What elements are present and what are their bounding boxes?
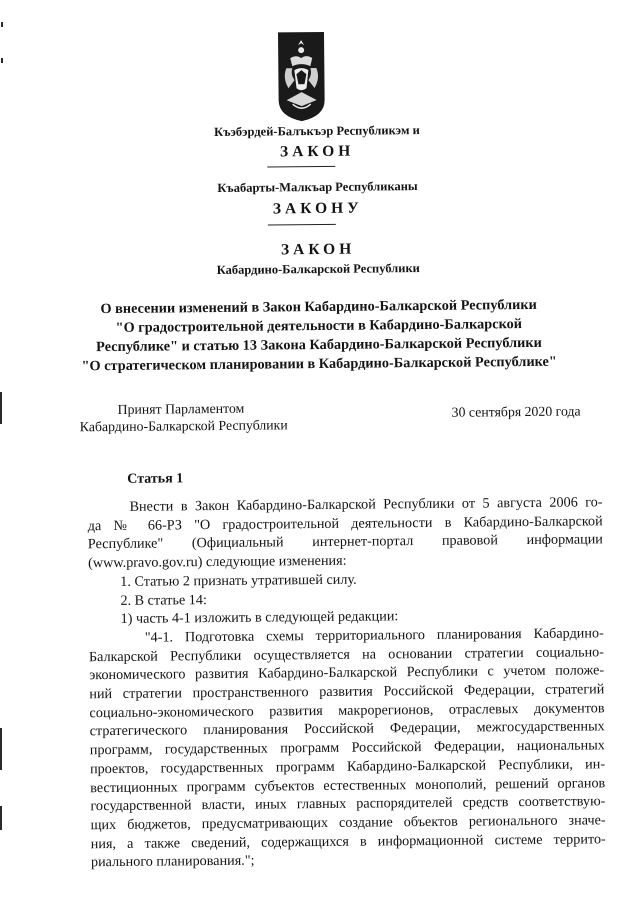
body-line: щих бюджетов, предусматривающих создание объектов регионального значе- (90, 812, 606, 834)
body-line: программ, государственных программ Российской Федерации, национальных (89, 737, 605, 759)
scan-mark (1, 22, 3, 27)
body-line: вестиционных программ субъектов естественных монополий, решений органов (90, 774, 606, 796)
body-line: риального планирования."; (90, 853, 255, 871)
kabardian-law-heading: ЗАКОН (279, 142, 355, 161)
coat-of-arms-emblem (276, 30, 327, 122)
body-line: 1) часть 4-1 изложить в следующей редакции: (120, 608, 399, 628)
scan-mark (0, 728, 2, 770)
adopted-by-parliament: Кабардино-Балкарской Республики (79, 417, 288, 435)
body-line: (www.pravo.gov.ru) следующие изменения: (88, 552, 347, 572)
scan-mark (0, 392, 2, 424)
article-heading: Статья 1 (127, 471, 184, 487)
russian-law-heading: ЗАКОН (280, 240, 356, 259)
balkar-republic-heading: Къабарты-Малкъар Республиканы (217, 179, 418, 195)
body-line: да № 66-РЗ "О градостроительной деятельности в Кабардино-Балкарской (87, 512, 603, 534)
body-line: Внести в Закон Кабардино-Балкарской Республики от 5 августа 2006 го- (129, 494, 603, 515)
divider-line (268, 224, 336, 226)
law-title-line: "О градостроительной деятельности в Кабардино-Балкарской (115, 316, 523, 336)
adoption-date: 30 сентября 2020 года (451, 403, 581, 420)
law-title-line: "О стратегическом планировании в Кабардино-Балкарской Республике" (81, 353, 557, 375)
body-line: 1. Статью 2 признать утратившей силу. (120, 571, 357, 590)
adopted-by-line: Принят Парламентом (117, 400, 245, 417)
russian-republic-heading: Кабардино-Балкарской Республики (216, 261, 420, 277)
law-title-line: О внесении изменений в Закон Кабардино-Балкарской Республики (100, 296, 537, 318)
scan-mark (0, 806, 2, 830)
law-title-line: Республике" и статью 13 Закона Кабардино-Балкарской Республики (96, 334, 542, 356)
body-line: социально-экономического развития макрорегионов, отраслевых документов (89, 700, 605, 721)
divider-line (267, 166, 335, 168)
body-line: ний стратегии пространственного развития Российской Федерации, стратегий (89, 681, 605, 703)
balkar-law-heading: ЗАКОНУ (272, 199, 363, 218)
body-line: Балкарской Республики осуществляется на основании стратегии социально- (88, 643, 605, 665)
body-line: экономического развития Кабардино-Балкарской Республики с учетом положе- (89, 662, 605, 684)
body-line: проектов, государственных программ Кабардино-Балкарской Республики, ин- (89, 756, 606, 778)
kabardian-republic-heading: Къэбэрдей-Балъкъэр Республикэм и (214, 123, 420, 140)
body-line: государственной власти, иных главных распорядителей средств соответствую- (90, 793, 606, 815)
scan-mark (1, 58, 3, 63)
body-line: Республике" (Официальный интернет-портал правовой информации (87, 531, 603, 553)
body-line: ния, а также сведений, содержащихся в информационной системе террито- (90, 830, 606, 852)
body-line: 2. В статье 14: (120, 591, 207, 609)
body-line: стратегического планирования Российской Федерации, межгосударственных (89, 718, 605, 740)
body-line: "4-1. Подготовка схемы территориального планирования Кабардино- (144, 625, 604, 646)
article-body (87, 493, 606, 872)
